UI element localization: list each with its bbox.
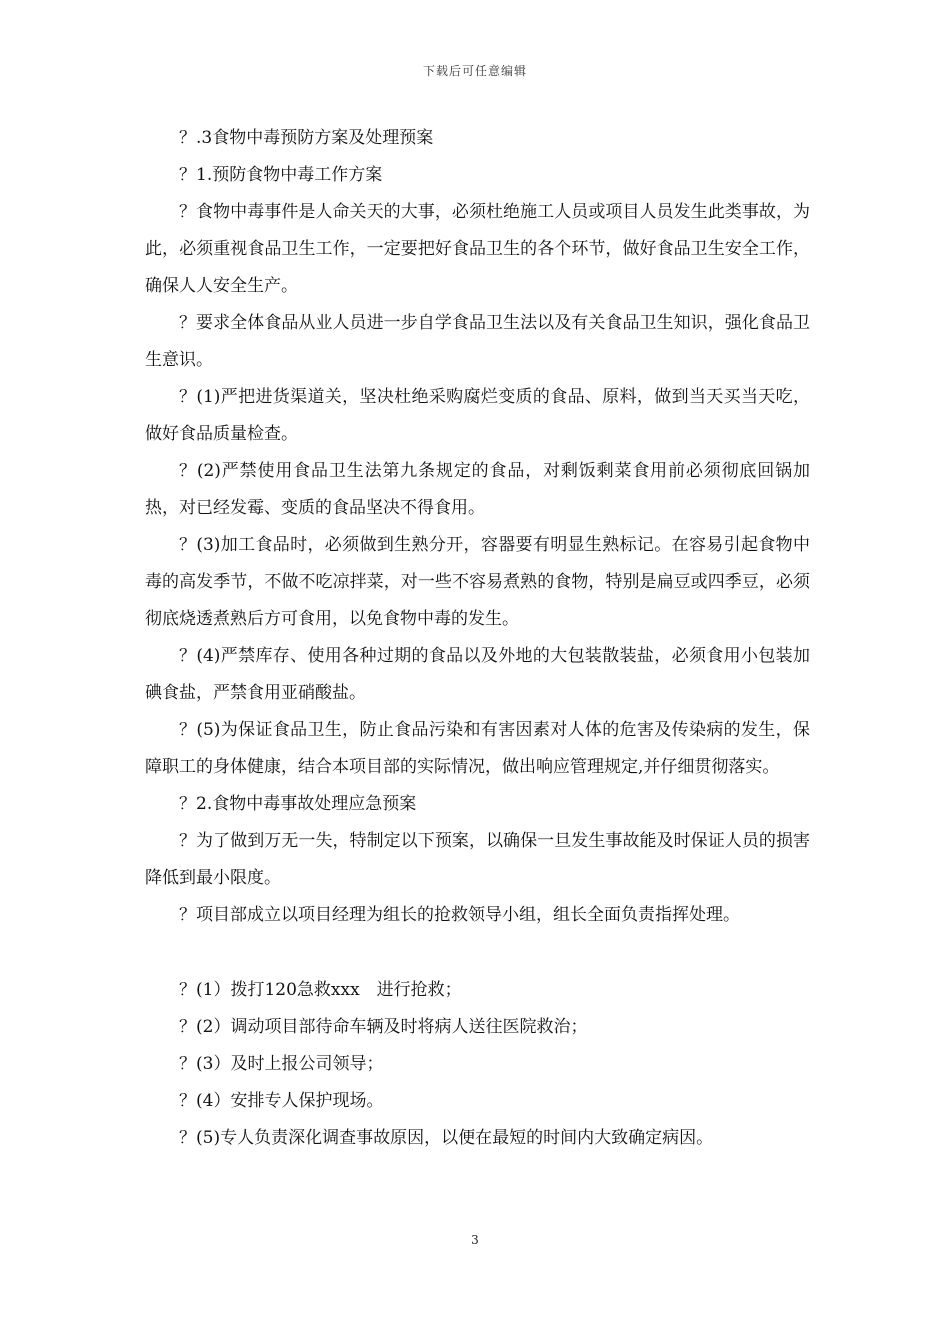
page-number: 3: [471, 1233, 479, 1247]
step-item: ？(3）及时上报公司领导；: [179, 1054, 384, 1074]
blank-line: [145, 934, 810, 972]
subsection-heading: ？2.食物中毒事故处理应急预案: [179, 794, 417, 814]
page-header: 下载后可任意编辑: [422, 64, 527, 78]
paragraph: ？项目部成立以项目经理为组长的抢救领导小组，组长全面负责指挥处理。: [179, 905, 740, 925]
step-item: ？(5)专人负责深化调查事故原因，以便在最短的时间内大致确定病因。: [179, 1128, 714, 1148]
list-item: ？(5)为保证食品卫生，防止食品污染和有害因素对人体的危害及传染病的发生，保障职工的身体健康，结合本项目部的实际情况，做出响应管理规定,并仔细贯彻落实。: [145, 720, 810, 777]
step-item: ？(2）调动项目部待命车辆及时将病人送往医院救治；: [179, 1017, 588, 1037]
list-item: ？(3)加工食品时，必须做到生熟分开，容器要有明显生熟标记。在容易引起食物中毒的高发季节，不做不吃凉拌菜，对一些不容易煮熟的食物，特别是扁豆或四季豆，必须彻底烧透煮熟后方可食用，以免食物中毒的发生。: [145, 535, 810, 629]
step-item: ？(4）安排专人保护现场。: [179, 1091, 384, 1111]
paragraph: ？要求全体食品从业人员进一步自学食品卫生法以及有关食品卫生知识，强化食品卫生意识。: [145, 313, 810, 370]
list-item: ？(2)严禁使用食品卫生法第九条规定的食品，对剩饭剩菜食用前必须彻底回锅加热，对已经发霉、变质的食品坚决不得食用。: [145, 461, 810, 518]
paragraph: ？为了做到万无一失，特制定以下预案，以确保一旦发生事故能及时保证人员的损害降低到最小限度。: [145, 831, 810, 888]
section-heading: ？.3食物中毒预防方案及处理预案: [179, 128, 434, 148]
paragraph: ？食物中毒事件是人命关天的大事，必须杜绝施工人员或项目人员发生此类事故，为此，必须重视食品卫生工作，一定要把好食品卫生的各个环节，做好食品卫生安全工作，确保人人安全生产。: [145, 202, 810, 296]
subsection-heading: ？1.预防食物中毒工作方案: [179, 165, 383, 185]
list-item: ？(1)严把进货渠道关，坚决杜绝采购腐烂变质的食品、原料，做到当天买当天吃，做好食品质量检查。: [145, 387, 810, 444]
document-body: [145, 120, 810, 1157]
list-item: ？(4)严禁库存、使用各种过期的食品以及外地的大包装散装盐，必须食用小包装加碘食盐，严禁食用亚硝酸盐。: [145, 646, 810, 703]
step-item: ？(1）拨打120急救xxx 进行抢救；: [179, 980, 462, 1000]
